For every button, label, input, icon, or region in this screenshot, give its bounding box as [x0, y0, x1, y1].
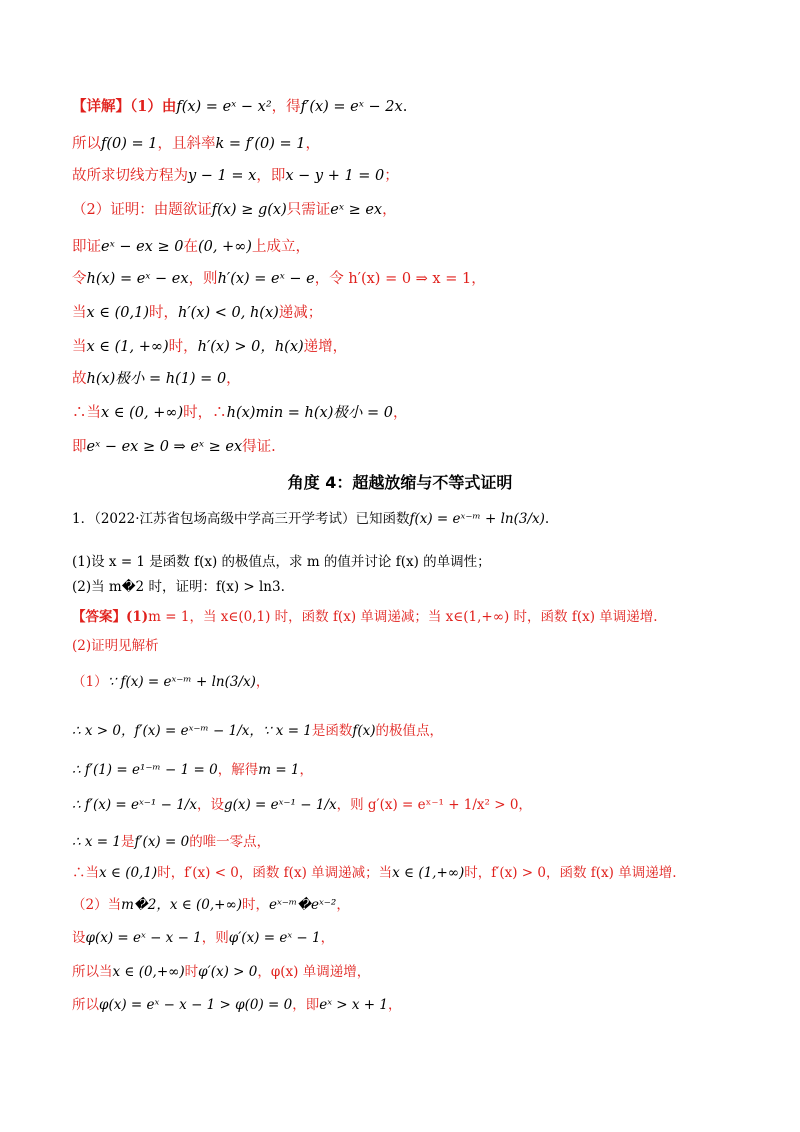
- problem-q1: (1)设 x = 1 是函数 f(x) 的极值点，求 m 的值并讨论 f(x) 的单调性；: [72, 554, 491, 570]
- solution-line-8: 设φ(x) = eˣ − x − 1，则φ′(x) = eˣ − 1，: [72, 930, 335, 946]
- line-7: 当x ∈ (0,1)时，h′(x) < 0, h(x)递减；: [72, 305, 323, 321]
- problem-q2: (2)当 m�2 时，证明：f(x) > ln3.: [72, 579, 285, 595]
- line-10: ∴当x ∈ (0, +∞)时，∴h(x)min = h(x)极小 = 0，: [72, 405, 408, 421]
- line-4: （2）证明：由题欲证f(x) ≥ g(x)只需证eˣ ≥ ex，: [72, 202, 397, 218]
- section-heading: 角度 4：超越放缩与不等式证明: [287, 473, 513, 492]
- line-3: 故所求切线方程为y − 1 = x，即x − y + 1 = 0；: [72, 168, 399, 184]
- line-9: 故h(x)极小 = h(1) = 0，: [72, 371, 241, 387]
- line-5: 即证eˣ − ex ≥ 0在(0, +∞)上成立，: [72, 239, 310, 255]
- line-2: 所以f(0) = 1，且斜率k = f′(0) = 1，: [72, 136, 320, 152]
- answer-part2: (2)证明见解析: [72, 638, 159, 654]
- problem-statement: 1．（2022·江苏省包场高级中学高三开学考试）已知函数f(x) = eˣ⁻ᵐ + ln(3/x).: [72, 511, 550, 527]
- line-8: 当x ∈ (1, +∞)时，h′(x) > 0，h(x)递增，: [72, 339, 348, 355]
- solution-line-3: ∴ f′(1) = e¹⁻ᵐ − 1 = 0，解得m = 1，: [72, 762, 314, 778]
- solution-line-6: ∴当x ∈ (0,1)时，f′(x) < 0，函数 f(x) 单调递减；当x ∈ (1,+∞)时，f′(x) > 0，函数 f(x) 单调递增.: [72, 865, 677, 881]
- solution-line-2: ∴ x > 0，f′(x) = eˣ⁻ᵐ − 1/x，∵ x = 1是函数f(x)的极值点，: [72, 723, 444, 739]
- line-1: 【详解】（1）由f(x) = eˣ − x²，得f′(x) = eˣ − 2x.: [72, 98, 408, 115]
- solution-line-1: （1）∵ f(x) = eˣ⁻ᵐ + ln(3/x)，: [72, 674, 270, 690]
- solution-line-7: （2）当m�2，x ∈ (0,+∞)时，eˣ⁻ᵐ�eˣ⁻²，: [72, 897, 350, 913]
- solution-line-4: ∴ f′(x) = eˣ⁻¹ − 1/x，设g(x) = eˣ⁻¹ − 1/x，则 g′(x) = eˣ⁻¹ + 1/x² > 0，: [72, 797, 532, 813]
- solution-line-5: ∴ x = 1是f′(x) = 0的唯一零点，: [72, 834, 271, 850]
- line-11: 即eˣ − ex ≥ 0 ⇒ eˣ ≥ ex得证.: [72, 439, 276, 455]
- solution-line-9: 所以当x ∈ (0,+∞)时φ′(x) > 0，φ(x) 单调递增，: [72, 964, 371, 980]
- answer-line: 【答案】(1)m = 1，当 x∈(0,1) 时，函数 f(x) 单调递减；当 x∈(1,+∞) 时，函数 f(x) 单调递增.: [72, 609, 658, 625]
- solution-line-10: 所以φ(x) = eˣ − x − 1 > φ(0) = 0，即eˣ > x + 1，: [72, 997, 402, 1013]
- line-6: 令h(x) = eˣ − ex，则h′(x) = eˣ − e，令 h′(x) = 0 ⇒ x = 1，: [72, 271, 486, 287]
